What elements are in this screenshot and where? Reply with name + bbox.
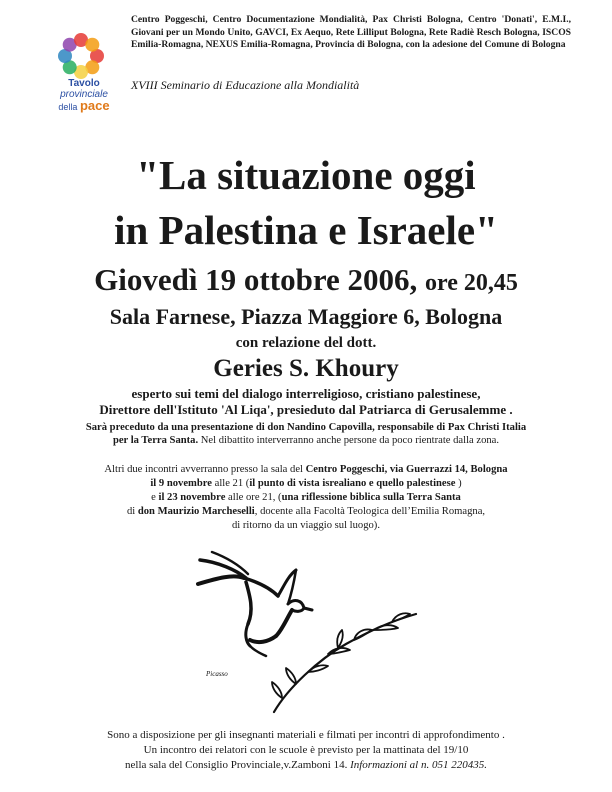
seminar-title: XVIII Seminario di Educazione alla Mondialità: [131, 78, 360, 92]
meetings-line-5: di ritorno da un viaggio sul luogo).: [231, 520, 380, 531]
logo-center: [74, 49, 88, 63]
organizers-list: Centro Poggeschi, Centro Documentazione Mondialità, Pax Christi Bologna, Centro 'Donati', E.M.I., Giovani per un Mondo Unito, GAVCI, Ex Aequo, Rete Lilliput Bologna, Rete Radiè Resch Bologna, ISCOS Emilia-Romagna, NEXUS Emilia-Romagna, Provincia di Bologna, con la adesione del Comune di Bologna: [131, 14, 571, 51]
dove-illustration: [178, 548, 436, 720]
logo-line3: della pace: [58, 98, 110, 113]
event-title-line1: "La situazione oggi: [136, 152, 476, 198]
speaker-desc-1: esperto sui temi del dialogo interreligioso, cristiano palestinese,: [131, 386, 481, 401]
logo-line2: provinciale: [60, 89, 108, 100]
relation-intro: con relazione del dott.: [235, 335, 377, 351]
logo-wordmark: [44, 78, 124, 113]
picasso-signature: Picasso: [206, 670, 228, 678]
speaker-name: Geries S. Khoury: [213, 355, 399, 382]
logo-line1: Tavolo: [68, 78, 100, 89]
presentation-line-1: Sarà preceduto da una presentazione di don Nandino Capovilla, responsabile di Pax Christi Italia: [85, 422, 527, 433]
meetings-line-2: il 9 novembre alle 21 (il punto di vista isrealiano e quello palestinese ): [150, 478, 462, 489]
event-venue: Sala Farnese, Piazza Maggiore 6, Bologna: [109, 304, 503, 329]
event-time: ore 20,45: [425, 270, 518, 296]
event-title-line2: in Palestina e Israele": [114, 207, 498, 253]
presentation-line-2: per la Terra Santa. Nel dibattito interverranno anche persone da poco rientrate dalla zona.: [112, 435, 500, 446]
footer-line-1: Sono a disposizione per gli insegnanti materiali e filmati per incontri di approfondimento .: [107, 729, 505, 741]
meetings-line-4: di don Maurizio Marcheselli, docente alla Facoltà Teologica dell’Emilia Romagna,: [126, 506, 486, 517]
meetings-line-3: e il 23 novembre alle ore 21, (una riflessione biblica sulla Terra Santa: [151, 492, 461, 503]
logo-petal: [85, 38, 99, 52]
footer-line-2: Un incontro dei relatori con le scuole è previsto per la mattinata del 19/10: [143, 744, 469, 756]
speaker-desc-2: Direttore dell'Istituto 'Al Liqa', presieduto dal Patriarca di Gerusalemme .: [99, 402, 513, 417]
event-date-text: Giovedì 19 ottobre 2006,: [94, 262, 418, 297]
event-date: [0, 262, 612, 301]
meetings-line-1: Altri due incontri avverranno presso la sala del Centro Poggeschi, via Guerrazzi 14, Bologna: [104, 464, 508, 475]
footer-line-3: nella sala del Consiglio Provinciale,v.Zamboni 14. Informazioni al n. 051 220435.: [125, 759, 487, 771]
